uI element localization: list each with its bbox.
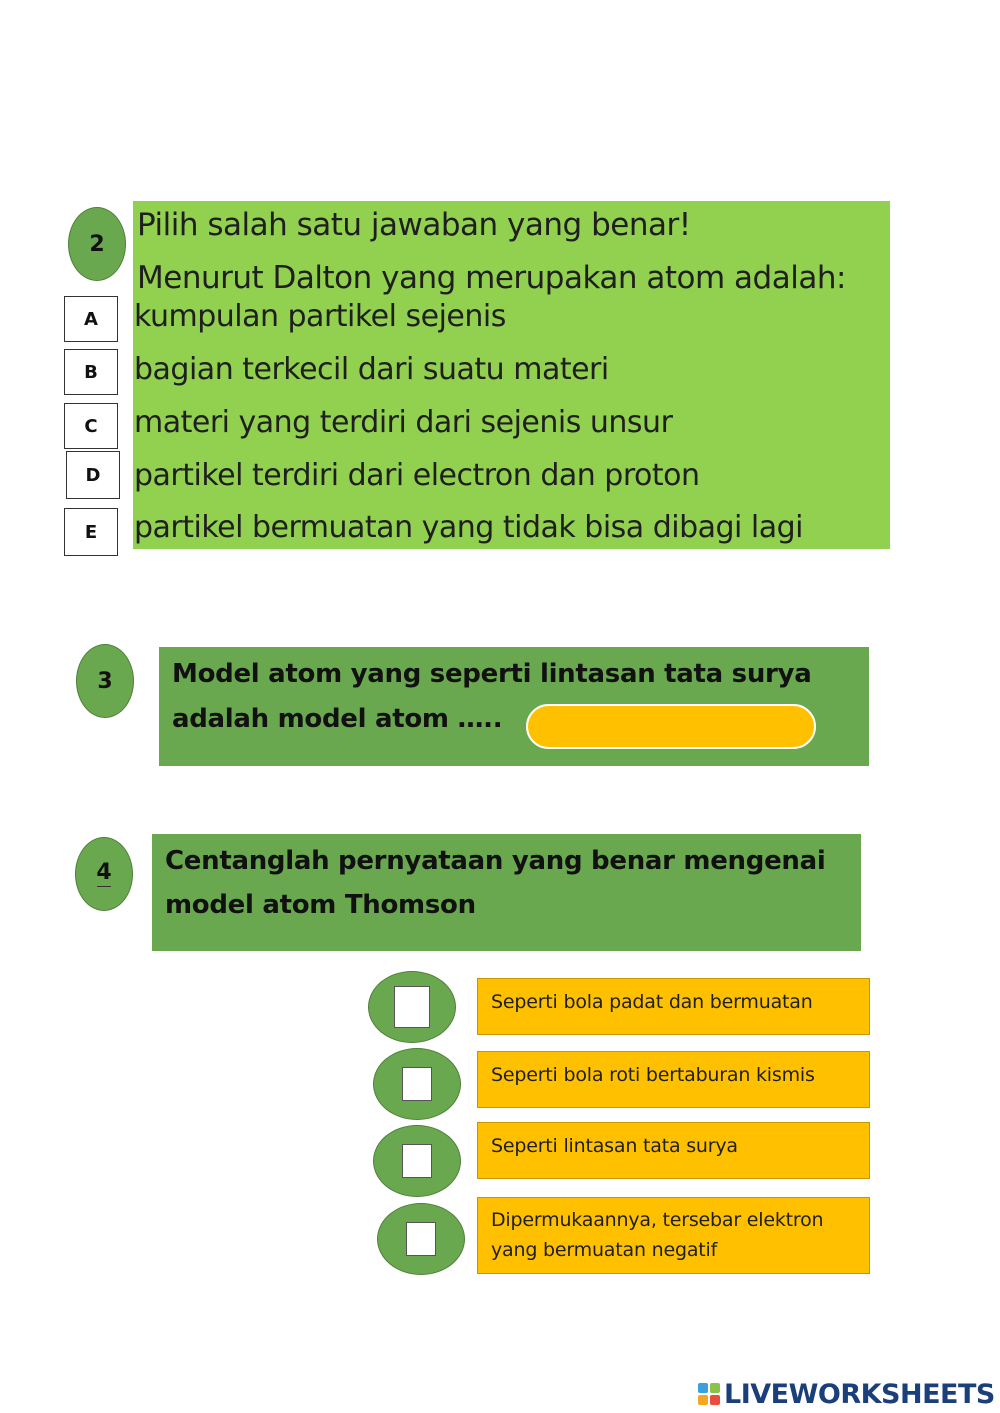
- question-3-line-2: adalah model atom …..: [172, 704, 503, 734]
- option-e-text[interactable]: partikel bermuatan yang tidak bisa dibagi lagi: [134, 510, 804, 545]
- question-3-line-1: Model atom yang seperti lintasan tata surya: [172, 659, 812, 689]
- option-a-text[interactable]: kumpulan partikel sejenis: [134, 299, 506, 334]
- liveworksheets-logo: [698, 1376, 995, 1412]
- statement-1-checkbox[interactable]: [394, 986, 430, 1028]
- liveworksheets-logo-icon: [698, 1383, 720, 1405]
- question-2-number: 2: [68, 207, 126, 281]
- question-4-line-1: Centanglah pernyataan yang benar mengenai: [165, 846, 826, 876]
- question-3-answer-input[interactable]: [526, 704, 816, 749]
- statement-3: Seperti lintasan tata surya: [477, 1122, 870, 1179]
- statement-4-checkbox[interactable]: [406, 1222, 436, 1256]
- statement-1: Seperti bola padat dan bermuatan: [477, 978, 870, 1035]
- statement-4-oval: [377, 1203, 465, 1275]
- statement-2-oval: [373, 1048, 461, 1120]
- question-2-instruction: Pilih salah satu jawaban yang benar!: [137, 207, 691, 243]
- question-4-number: [75, 837, 133, 911]
- option-b-text[interactable]: bagian terkecil dari suatu materi: [134, 352, 609, 387]
- option-e-box[interactable]: E: [64, 508, 118, 556]
- statement-2: Seperti bola roti bertaburan kismis: [477, 1051, 870, 1108]
- option-c-text[interactable]: materi yang terdiri dari sejenis unsur: [134, 405, 673, 440]
- question-4-underline: [97, 886, 111, 887]
- question-2-prompt: Menurut Dalton yang merupakan atom adalah:: [137, 260, 846, 296]
- statement-3-checkbox[interactable]: [402, 1144, 432, 1178]
- statement-3-oval: [373, 1125, 461, 1197]
- liveworksheets-logo-text: LIVEWORKSHEETS: [724, 1378, 995, 1410]
- statement-4: Dipermukaannya, tersebar elektron yang bermuatan negatif: [477, 1197, 870, 1274]
- question-4-line-2: model atom Thomson: [165, 890, 476, 920]
- option-d-box[interactable]: D: [66, 451, 120, 499]
- option-d-text[interactable]: partikel terdiri dari electron dan proton: [134, 458, 700, 493]
- option-a-box[interactable]: A: [64, 296, 118, 342]
- statement-1-oval: [368, 971, 456, 1043]
- question-3-number: 3: [76, 644, 134, 718]
- question-4-number-text: 4: [96, 859, 112, 885]
- option-c-box[interactable]: C: [64, 403, 118, 449]
- option-b-box[interactable]: B: [64, 349, 118, 395]
- statement-2-checkbox[interactable]: [402, 1067, 432, 1101]
